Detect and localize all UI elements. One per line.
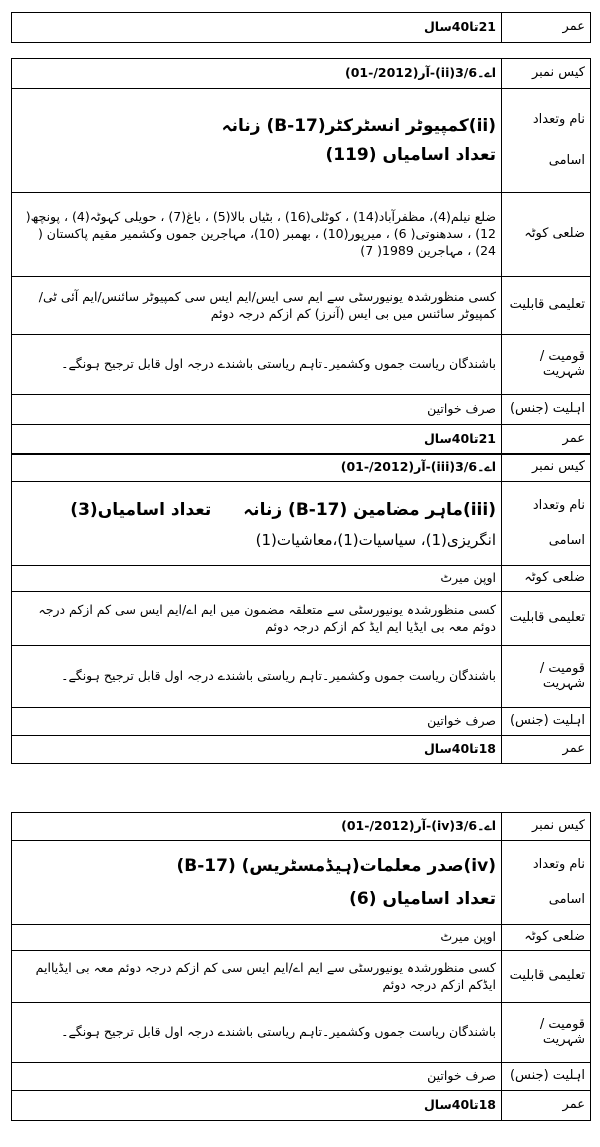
gender-label: اہلیت (جنس) xyxy=(502,395,591,425)
district-quota-label: ضلعی کوٹہ xyxy=(502,925,591,951)
case-no-value: اے۔3/6(iv)-آر(2012/-01) xyxy=(12,813,502,841)
name-count-label-text: نام وتعداد xyxy=(532,497,585,513)
post-title: (ii)کمپیوٹر انسٹرکٹر(B-17) زنانہ xyxy=(221,115,496,136)
age-value: 21تا40سال xyxy=(12,13,502,43)
posts-label-text: اسامی xyxy=(548,532,585,548)
district-quota-value: ضلع نیلم(4)، مظفرآباد(14) ، کوٹلی(16) ، بٹیاں بالا(5) ، باغ(7) ، حویلی کہوٹہ(4) ، پونچھ( 12) ، سدھنوتی( 6) ، میرپور(10) ، بھمبر (10)، مہاجرین جموں وکشمیر مقیم پاکستان ( 24) ، مہاجرین 1989( 7) xyxy=(12,193,502,277)
age-label: عمر xyxy=(502,13,591,43)
post-subjects: انگریزی(1)، سیاسیات(1)،معاشیات(1) xyxy=(255,530,496,549)
age-value: 18تا40سال xyxy=(12,1091,502,1121)
post-title-cell xyxy=(12,482,502,566)
case-no-label: کیس نمبر xyxy=(502,59,591,89)
post-count: تعداد اسامیاں (6) xyxy=(349,888,496,909)
nationality-label: قومیت /شہریت xyxy=(502,335,591,395)
age-label: عمر xyxy=(502,736,591,764)
gender-value: صرف خواتین xyxy=(12,1063,502,1091)
posts-label-text: اسامی xyxy=(548,152,585,168)
top-age-table xyxy=(11,12,591,43)
education-value: کسی منظورشدہ یونیورسٹی سے متعلقہ مضمون میں ایم اے/ایم ایس سی کم ازکم درجہ دوئم معہ بی ایڈیا ایم ایڈ کم ازکم درجہ دوئم xyxy=(12,592,502,646)
education-label: تعلیمی قابلیت xyxy=(502,592,591,646)
education-label: تعلیمی قابلیت xyxy=(502,277,591,335)
post-block-computer-instructor xyxy=(11,58,591,455)
post-title: (iii)ماہر مضامین (B-17) زنانہ xyxy=(243,499,496,520)
case-no-label: کیس نمبر xyxy=(502,454,591,482)
nationality-label: قومیت /شہریت xyxy=(502,1003,591,1063)
gender-value: صرف خواتین xyxy=(12,708,502,736)
posts-label-text: اسامی xyxy=(548,891,585,907)
name-count-label xyxy=(502,89,591,193)
name-count-label-text: نام وتعداد xyxy=(532,856,585,872)
name-count-label-text: نام وتعداد xyxy=(532,111,585,127)
education-value: کسی منظورشدہ یونیورسٹی سے ایم سی ایس/ایم ایس سی کمپیوٹر سائنس/ایم آئی ٹی/کمپیوٹر سائنس میں بی ایس (آنرز) کم ازکم درجہ دوئم xyxy=(12,277,502,335)
post-title-cell xyxy=(12,841,502,925)
district-quota-label: ضلعی کوٹہ xyxy=(502,566,591,592)
age-value: 21تا40سال xyxy=(12,425,502,455)
case-no-label: کیس نمبر xyxy=(502,813,591,841)
nationality-label: قومیت /شہریت xyxy=(502,646,591,708)
age-value: 18تا40سال xyxy=(12,736,502,764)
district-quota-value: اوپن میرٹ xyxy=(12,566,502,592)
district-quota-value: اوپن میرٹ xyxy=(12,925,502,951)
gender-label: اہلیت (جنس) xyxy=(502,708,591,736)
post-block-headmistress xyxy=(11,812,591,1121)
age-label: عمر xyxy=(502,425,591,455)
district-quota-label: ضلعی کوٹہ xyxy=(502,193,591,277)
gender-value: صرف خواتین xyxy=(12,395,502,425)
case-no-value: اے۔3/6(ii)-آر(2012/-01) xyxy=(12,59,502,89)
nationality-value: باشندگان ریاست جموں وکشمیر۔تاہم ریاستی باشندے درجہ اول قابل ترجیح ہونگے۔ xyxy=(12,646,502,708)
name-count-label xyxy=(502,482,591,566)
education-label: تعلیمی قابلیت xyxy=(502,951,591,1003)
name-count-label xyxy=(502,841,591,925)
case-no-value: اے۔3/6(iii)-آر(2012/-01) xyxy=(12,454,502,482)
nationality-value: باشندگان ریاست جموں وکشمیر۔تاہم ریاستی باشندے درجہ اول قابل ترجیح ہونگے۔ xyxy=(12,335,502,395)
post-block-subject-specialist xyxy=(11,453,591,764)
nationality-value: باشندگان ریاست جموں وکشمیر۔تاہم ریاستی باشندے درجہ اول قابل ترجیح ہونگے۔ xyxy=(12,1003,502,1063)
post-count: تعداد اسامیاں (119) xyxy=(325,144,496,165)
post-count: تعداد اسامیاں(3) xyxy=(70,499,212,520)
gender-label: اہلیت (جنس) xyxy=(502,1063,591,1091)
age-label: عمر xyxy=(502,1091,591,1121)
post-title: (iv)صدر معلمات(ہیڈمسٹریس) (B-17) xyxy=(176,855,496,876)
post-title-row xyxy=(17,499,496,522)
education-value: کسی منظورشدہ یونیورسٹی سے ایم اے/ایم ایس سی کم ازکم درجہ دوئم معہ بی ایڈیاایم ایڈکم ازکم درجہ دوئم xyxy=(12,951,502,1003)
post-title-cell xyxy=(12,89,502,193)
